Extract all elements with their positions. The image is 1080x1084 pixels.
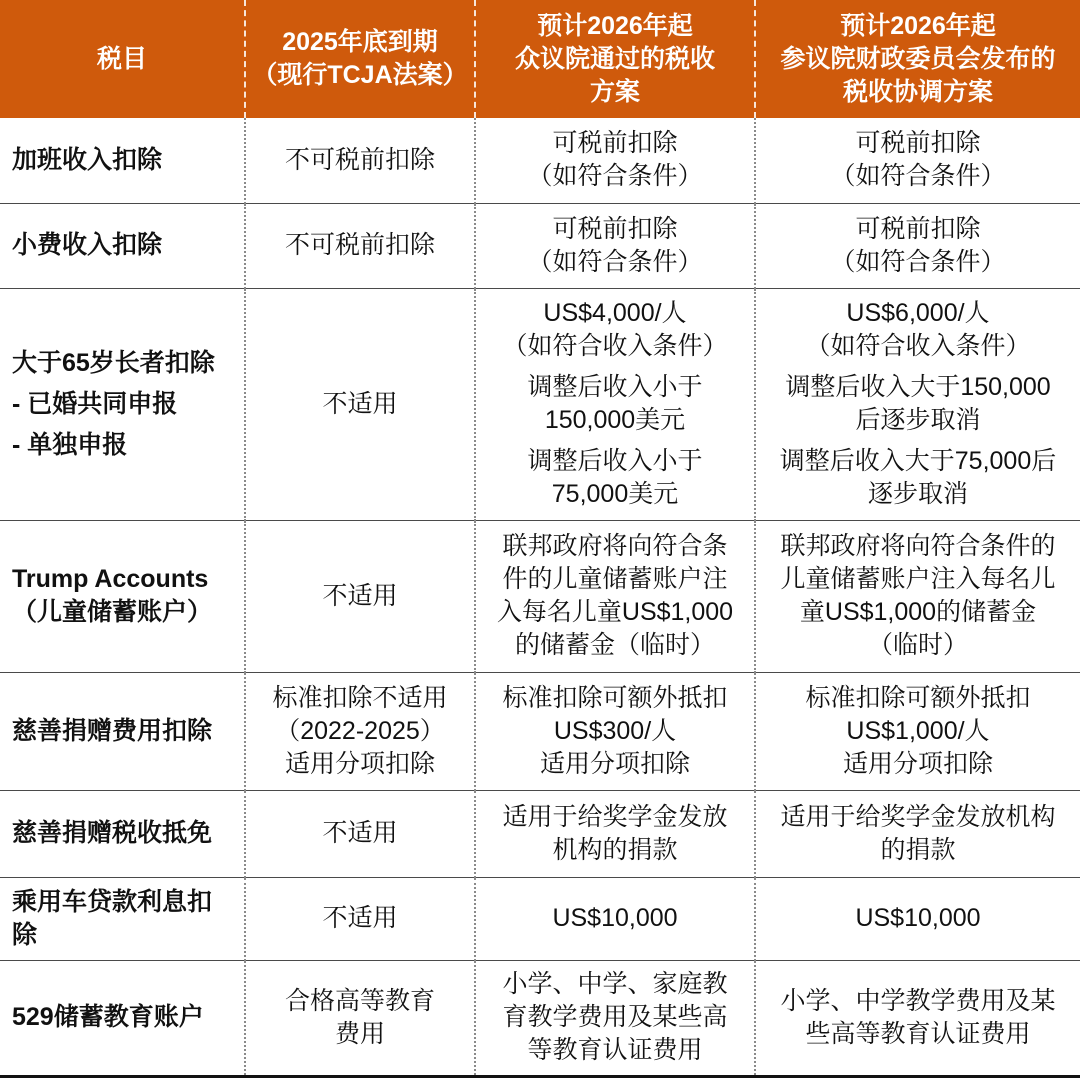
- cell-house-plan: [475, 203, 755, 288]
- house-plan-line: 的储蓄金（临时）: [514, 631, 715, 659]
- item-label-line: - 已婚共同申报: [12, 389, 178, 418]
- senate-plan-line: 调整后收入大于150,000: [785, 373, 1051, 401]
- item-label-line: 除: [12, 920, 38, 949]
- header-tax-item: [0, 0, 245, 118]
- house-plan-line: 机构的捐款: [552, 835, 678, 864]
- house-plan-line: US$10,000: [552, 904, 678, 932]
- cell-senate-plan: [755, 118, 1080, 203]
- cell-senate-plan: [755, 203, 1080, 288]
- header-senate-plan: [755, 0, 1080, 118]
- item-label-line: 大于65岁长者扣除: [12, 348, 215, 377]
- current-law-line: 不适用: [322, 904, 398, 932]
- current-law-line: 不可税前扣除: [284, 145, 435, 174]
- current-law-line: 合格高等教育: [284, 986, 435, 1015]
- cell-tax-item: [0, 960, 245, 1076]
- house-plan-line: 150,000美元: [544, 406, 686, 434]
- house-plan-line: 调整后收入小于: [527, 447, 703, 475]
- header-line: 预计2026年起: [537, 11, 693, 40]
- house-plan-line: 联邦政府将向符合条: [502, 532, 728, 560]
- house-plan-line: （如符合条件）: [527, 247, 703, 276]
- table-row: [0, 790, 1080, 877]
- header-line: 参议院财政委员会发布的: [780, 44, 1056, 73]
- cell-house-plan: [475, 118, 755, 203]
- senate-plan-line: （如符合收入条件）: [805, 332, 1031, 360]
- cell-house-plan: [475, 288, 755, 520]
- cell-house-plan: [475, 877, 755, 960]
- senate-plan-line: 联邦政府将向符合条件的: [780, 532, 1056, 560]
- header-line: 预计2026年起: [840, 11, 996, 40]
- house-plan-line: （如符合条件）: [527, 162, 703, 191]
- current-law-line: 费用: [334, 1019, 385, 1048]
- cell-current-tcja: [245, 118, 475, 203]
- senate-plan-line: 逐步取消: [867, 480, 968, 508]
- item-label-line: Trump Accounts: [12, 565, 209, 593]
- item-label-line: 乘用车贷款利息扣: [12, 887, 213, 916]
- senate-plan-line: 适用于给奖学金发放机构: [780, 802, 1056, 831]
- table-row: [0, 288, 1080, 520]
- senate-plan-line: 些高等教育认证费用: [805, 1019, 1031, 1048]
- senate-plan-line: （如符合条件）: [830, 162, 1006, 191]
- senate-plan-line: 标准扣除可额外抵扣: [805, 683, 1031, 712]
- cell-current-tcja: [245, 877, 475, 960]
- house-plan-line: 标准扣除可额外抵扣: [502, 683, 728, 712]
- cell-house-plan: [475, 790, 755, 877]
- cell-tax-item: [0, 203, 245, 288]
- table-row: [0, 960, 1080, 1076]
- cell-senate-plan: [755, 672, 1080, 790]
- cell-senate-plan: [755, 877, 1080, 960]
- senate-plan-line: 童US$1,000的储蓄金: [799, 598, 1037, 626]
- cell-current-tcja: [245, 288, 475, 520]
- current-law-line: 标准扣除不适用: [272, 683, 448, 712]
- senate-plan-line: 的捐款: [880, 835, 956, 864]
- item-label-line: 加班收入扣除: [12, 145, 163, 174]
- table-header: [0, 0, 1080, 118]
- cell-current-tcja: [245, 203, 475, 288]
- item-label-line: 慈善捐赠费用扣除: [12, 716, 213, 745]
- house-plan-line: US$4,000/人: [543, 299, 687, 327]
- current-law-line: （2022-2025）: [275, 716, 445, 745]
- cell-tax-item: [0, 877, 245, 960]
- house-plan-line: 调整后收入小于: [527, 373, 703, 401]
- item-label-line: （儿童储蓄账户）: [12, 598, 213, 626]
- senate-plan-line: 儿童储蓄账户注入每名儿: [780, 565, 1056, 593]
- house-plan-line: US$300/人: [553, 716, 677, 745]
- house-plan-line: 适用分项扣除: [539, 749, 690, 778]
- house-plan-line: 适用于给奖学金发放: [502, 802, 728, 831]
- header-line: 2025年底到期: [282, 28, 438, 56]
- header-row: [0, 0, 1080, 118]
- header-line: （现行TCJA法案）: [252, 61, 468, 89]
- senate-plan-line: US$6,000/人: [846, 299, 990, 327]
- house-plan-line: 75,000美元: [551, 480, 679, 508]
- cell-senate-plan: [755, 790, 1080, 877]
- house-plan-line: 可税前扣除: [552, 214, 678, 243]
- cell-current-tcja: [245, 520, 475, 672]
- header-house-plan: [475, 0, 755, 118]
- header-current-tcja: [245, 0, 475, 118]
- house-plan-line: （如符合收入条件）: [502, 332, 728, 360]
- house-plan-line: 可税前扣除: [552, 129, 678, 158]
- table-row: [0, 203, 1080, 288]
- table-row: [0, 877, 1080, 960]
- house-plan-line: 育教学费用及某些高: [502, 1003, 728, 1031]
- table-row: [0, 118, 1080, 203]
- current-law-line: 不适用: [322, 581, 398, 610]
- cell-tax-item: [0, 118, 245, 203]
- table-body: [0, 118, 1080, 1076]
- item-label-line: 小费收入扣除: [12, 231, 163, 259]
- header-line: 众议院通过的税收: [514, 44, 715, 73]
- cell-house-plan: [475, 520, 755, 672]
- header-line: 税目: [96, 44, 147, 73]
- item-label-line: 慈善捐赠税收抵免: [12, 819, 213, 847]
- item-label-line: - 单独申报: [12, 430, 128, 459]
- header-line: 方案: [589, 77, 640, 106]
- senate-plan-line: 小学、中学教学费用及某: [780, 986, 1056, 1015]
- senate-plan-line: 适用分项扣除: [842, 749, 993, 778]
- cell-senate-plan: [755, 960, 1080, 1076]
- current-law-line: 不适用: [322, 389, 398, 418]
- cell-tax-item: [0, 520, 245, 672]
- cell-house-plan: [475, 672, 755, 790]
- senate-plan-line: US$10,000: [855, 904, 981, 932]
- cell-current-tcja: [245, 672, 475, 790]
- senate-plan-line: （临时）: [867, 631, 968, 659]
- cell-tax-item: [0, 790, 245, 877]
- senate-plan-line: 可税前扣除: [855, 129, 981, 158]
- header-line: 税收协调方案: [842, 77, 993, 106]
- senate-plan-line: （如符合条件）: [830, 247, 1006, 276]
- current-law-line: 不可税前扣除: [284, 231, 435, 259]
- item-label-line: 529储蓄教育账户: [12, 1003, 204, 1031]
- senate-plan-line: 可税前扣除: [855, 214, 981, 243]
- current-law-line: 不适用: [322, 819, 398, 847]
- cell-tax-item: [0, 288, 245, 520]
- cell-senate-plan: [755, 288, 1080, 520]
- house-plan-line: 等教育认证费用: [527, 1036, 703, 1064]
- cell-house-plan: [475, 960, 755, 1076]
- house-plan-line: 入每名儿童US$1,000: [496, 598, 734, 626]
- current-law-line: 适用分项扣除: [284, 749, 435, 778]
- senate-plan-line: US$1,000/人: [846, 716, 990, 745]
- cell-tax-item: [0, 672, 245, 790]
- table-row: [0, 672, 1080, 790]
- table-row: [0, 520, 1080, 672]
- house-plan-line: 件的儿童储蓄账户注: [502, 565, 728, 593]
- senate-plan-line: 后逐步取消: [855, 406, 981, 434]
- senate-plan-line: 调整后收入大于75,000后: [779, 447, 1057, 475]
- cell-current-tcja: [245, 960, 475, 1076]
- house-plan-line: 小学、中学、家庭教: [502, 970, 728, 998]
- cell-current-tcja: [245, 790, 475, 877]
- cell-senate-plan: [755, 520, 1080, 672]
